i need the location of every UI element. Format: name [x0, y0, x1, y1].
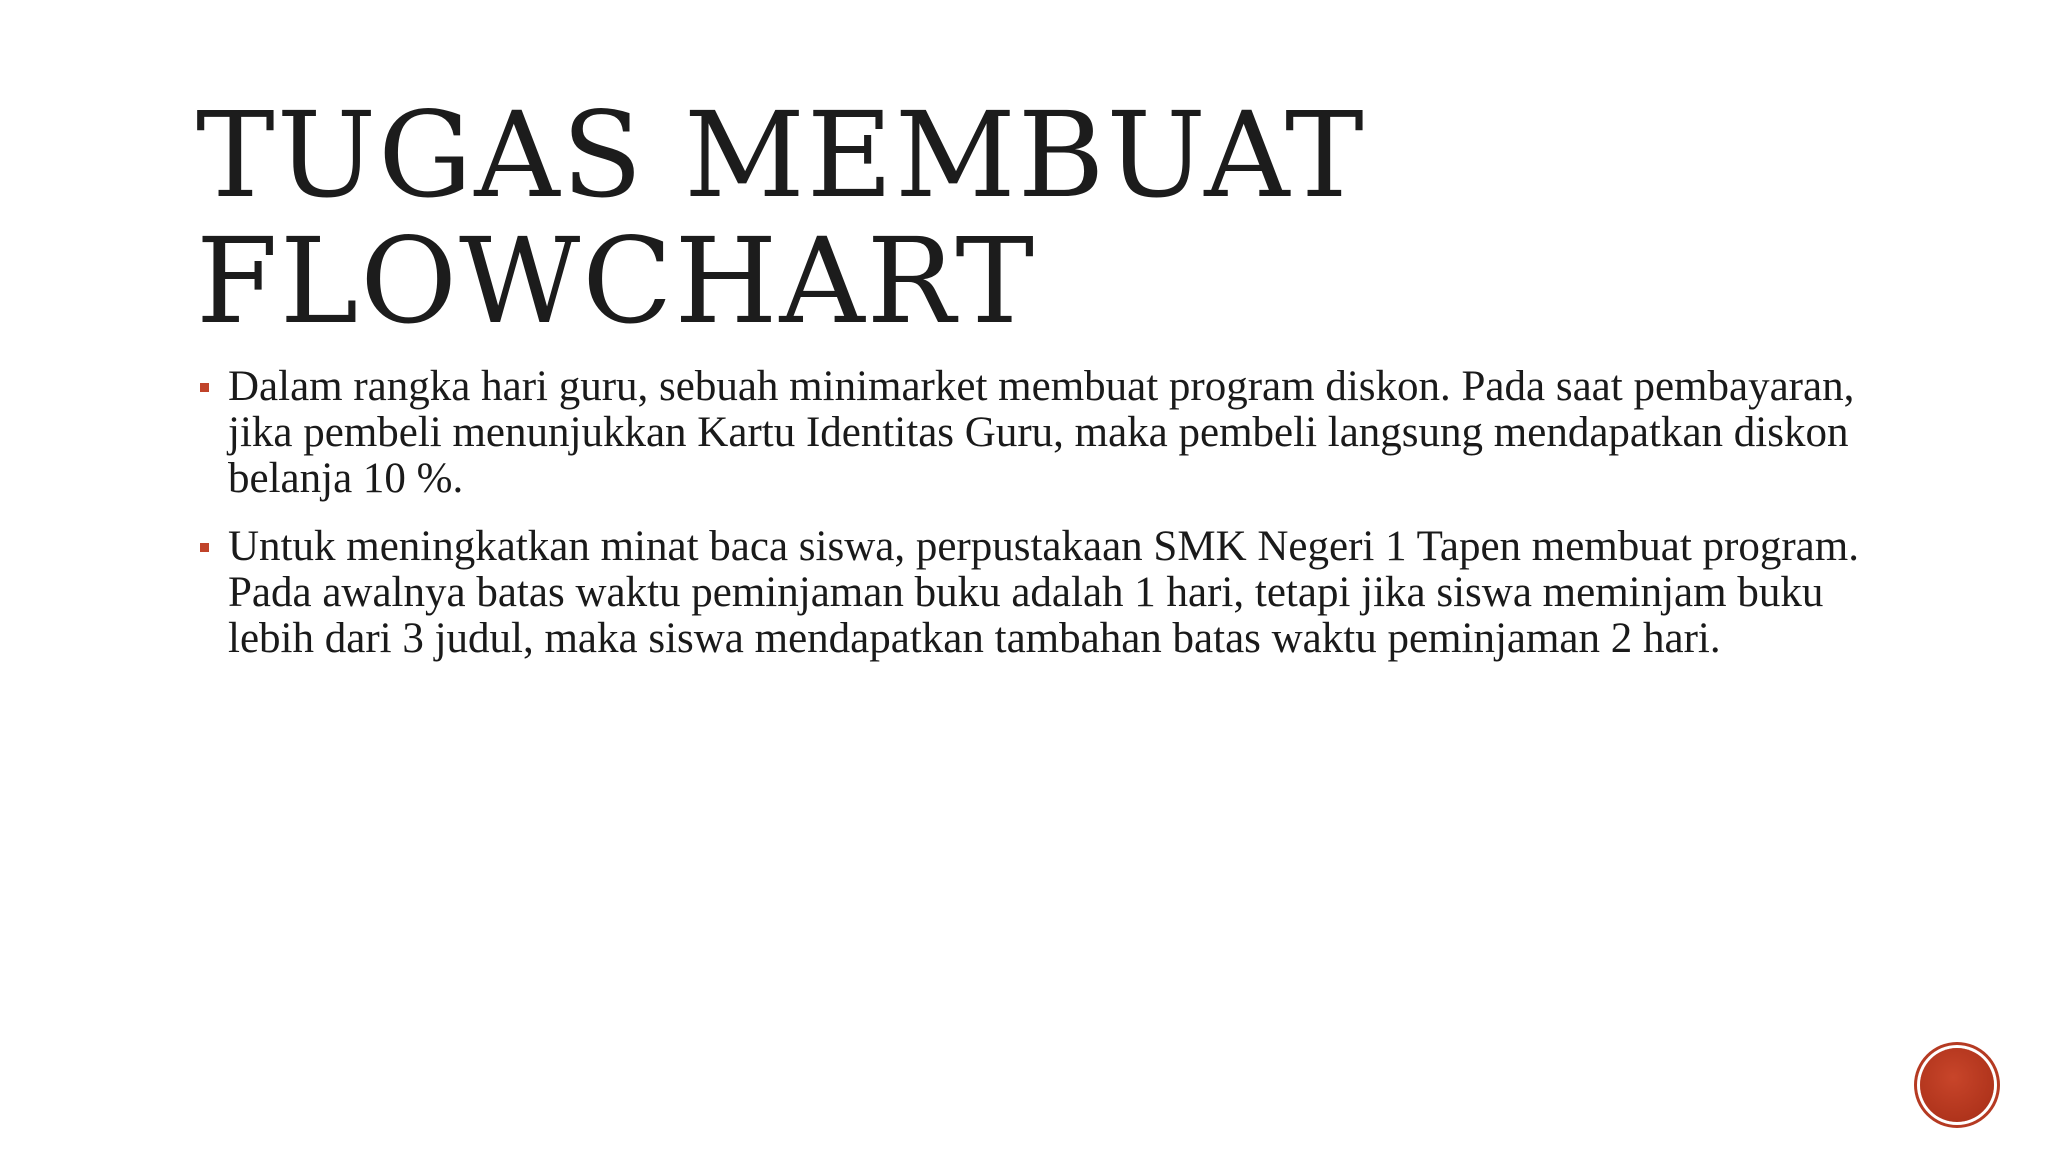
bullet-text: Dalam rangka hari guru, sebuah minimarket membuat program diskon. Pada saat pembayaran, jika pembeli menunjukkan Kartu Identitas Guru, maka pembeli langsung mendapatkan diskon belanja 10 %.	[228, 363, 1855, 502]
title-line-2: FLOWCHART	[196, 212, 1037, 350]
bullet-text: Untuk meningkatkan minat baca siswa, perpustakaan SMK Negeri 1 Tapen membuat program. Pada awalnya batas waktu peminjaman buku adalah 1 hari, tetapi jika siswa meminjam buku lebih dari 3 judul, maka siswa mendapatkan tambahan batas waktu peminjaman 2 hari.	[228, 523, 1859, 662]
title-line-1: TUGAS MEMBUAT	[196, 86, 1366, 224]
slide-nav-circle-button[interactable]	[1920, 1048, 1994, 1122]
square-bullet-icon	[200, 543, 209, 552]
bullet-list	[196, 364, 1896, 684]
bullet-item-minimarket	[196, 364, 1896, 502]
bullet-item-perpustakaan	[196, 524, 1896, 662]
slide-title	[196, 86, 1366, 350]
square-bullet-icon	[200, 383, 209, 392]
